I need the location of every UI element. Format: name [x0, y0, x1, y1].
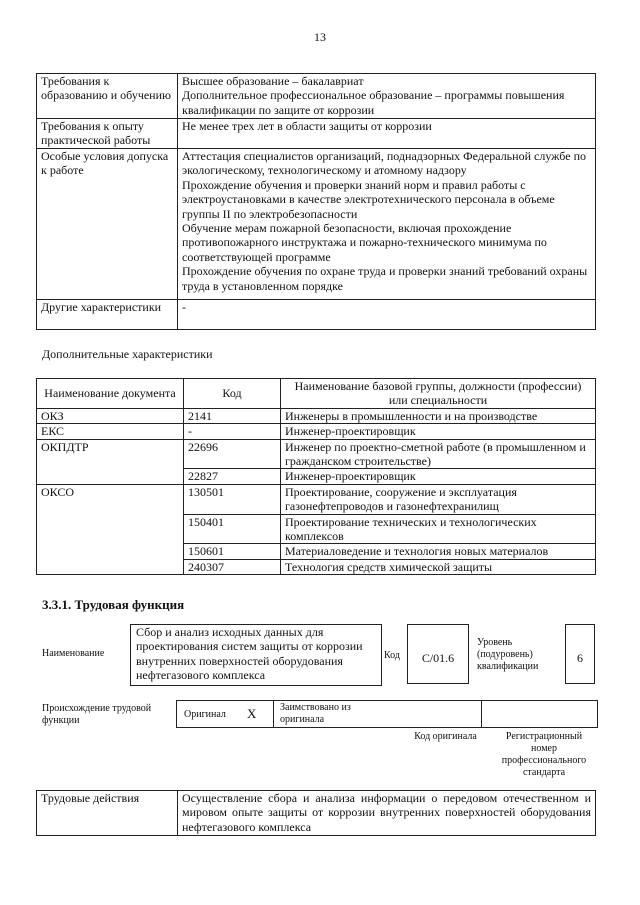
column-header: Наименование базовой группы, должности (профессии) или специальности: [281, 379, 596, 409]
actions-text: Осуществление сбора и анализа информации о передовом отечественном и мировом опыте защиты от коррозии внутренних поверхностей оборудования нефтегазового комплекса: [178, 791, 596, 836]
code-cell: 150401: [184, 514, 281, 544]
borrowed-label: Заимствовано из оригинала: [280, 702, 351, 725]
table-row: [37, 439, 596, 469]
name-cell: Проектирование, сооружение и эксплуатация газонефтепроводов и газонефтехранилищ: [281, 484, 596, 514]
name-cell: Инженер-проектировщик: [281, 424, 596, 439]
original-label: Оригинал: [184, 709, 226, 720]
doc-cell: ОКПДТР: [37, 439, 184, 484]
name-label: Наименование: [42, 648, 105, 659]
table-row: [37, 791, 596, 836]
value-line: Не менее трех лет в области защиты от коррозии: [182, 119, 432, 133]
level-value-box: 6: [565, 624, 595, 684]
requirements-table: [36, 73, 596, 330]
name-cell: Технология средств химической защиты: [281, 559, 596, 574]
code-cell: 130501: [184, 484, 281, 514]
value-line: Прохождение обучения по охране труда и проверки знаний требований охраны труда в установленном порядке: [182, 264, 588, 293]
divider: [273, 701, 274, 727]
row-value: -: [178, 300, 596, 330]
value-line: Аттестация специалистов организаций, поднадзорных Федеральной службе по экологическому, технологическому и атомному надзору: [182, 149, 586, 178]
additional-title: Дополнительные характеристики: [42, 347, 213, 361]
doc-cell: ОКЗ: [37, 408, 184, 423]
table-row: [37, 74, 596, 119]
row-label: Требования к опыту практической работы: [37, 119, 178, 149]
name-cell: Инженеры в промышленности и на производстве: [281, 408, 596, 423]
code-cell: 240307: [184, 559, 281, 574]
value-line: Прохождение обучения и проверки знаний норм и правил работы с электроустановками в качестве электротехнического персонала в объеме группы II по электробезопасности: [182, 177, 555, 221]
row-value: [178, 119, 596, 149]
origin-box: [176, 700, 598, 728]
code-label: Код: [384, 650, 400, 661]
table-row: [37, 149, 596, 300]
name-cell: Материаловедение и технология новых материалов: [281, 544, 596, 559]
column-header: Код: [184, 379, 281, 409]
row-label: Другие характеристики: [37, 300, 178, 330]
code-cell: 2141: [184, 408, 281, 423]
additional-table: [36, 378, 596, 575]
table-row: [37, 119, 596, 149]
code-cell: 22827: [184, 469, 281, 484]
name-cell: Инженер по проектно-сметной работе (в промышленном и гражданском строительстве): [281, 439, 596, 469]
actions-label: Трудовые действия: [37, 791, 178, 836]
code-cell: -: [184, 424, 281, 439]
code-original-caption: Код оригинала: [414, 731, 477, 742]
actions-table: [36, 790, 596, 836]
value-line: Высшее образование – бакалавриат: [182, 74, 364, 88]
table-row: [37, 408, 596, 423]
original-mark: X: [247, 706, 257, 721]
table-row: [37, 484, 596, 514]
row-label: Требования к образованию и обучению: [37, 74, 178, 119]
page-number: 13: [314, 30, 326, 44]
function-name-box: Сбор и анализ исходных данных для проектирования систем защиты от коррозии внутренних поверхностей оборудования нефтегазового комплекса: [130, 624, 382, 686]
function-code-box: C/01.6: [407, 624, 469, 684]
value-line: Обучение мерам пожарной безопасности, включая прохождение противопожарного инструктажа и пожарно-технического минимума по соответствующей программе: [182, 221, 547, 264]
table-row: [37, 424, 596, 439]
doc-cell: ЕКС: [37, 424, 184, 439]
doc-cell: ОКСО: [37, 484, 184, 574]
row-value: [178, 149, 596, 300]
table-row: [37, 300, 596, 330]
column-header: Наименование документа: [37, 379, 184, 409]
divider: [481, 701, 482, 727]
reg-number-caption: Регистрационный номер профессионального стандарта: [501, 731, 587, 778]
name-cell: Инженер-проектировщик: [281, 469, 596, 484]
row-label: Особые условия допуска к работе: [37, 149, 178, 300]
origin-label: Происхождение трудовой функции: [42, 703, 152, 726]
level-label: Уровень (подуровень) квалификации: [477, 637, 539, 672]
header-row: [37, 379, 596, 409]
code-cell: 150601: [184, 544, 281, 559]
code-cell: 22696: [184, 439, 281, 469]
value-line: Дополнительное профессиональное образование – программы повышения квалификации по защите от коррозии: [182, 88, 565, 117]
name-cell: Проектирование технических и технологических комплексов: [281, 514, 596, 544]
row-value: [178, 74, 596, 119]
section-title: 3.3.1. Трудовая функция: [42, 597, 185, 612]
